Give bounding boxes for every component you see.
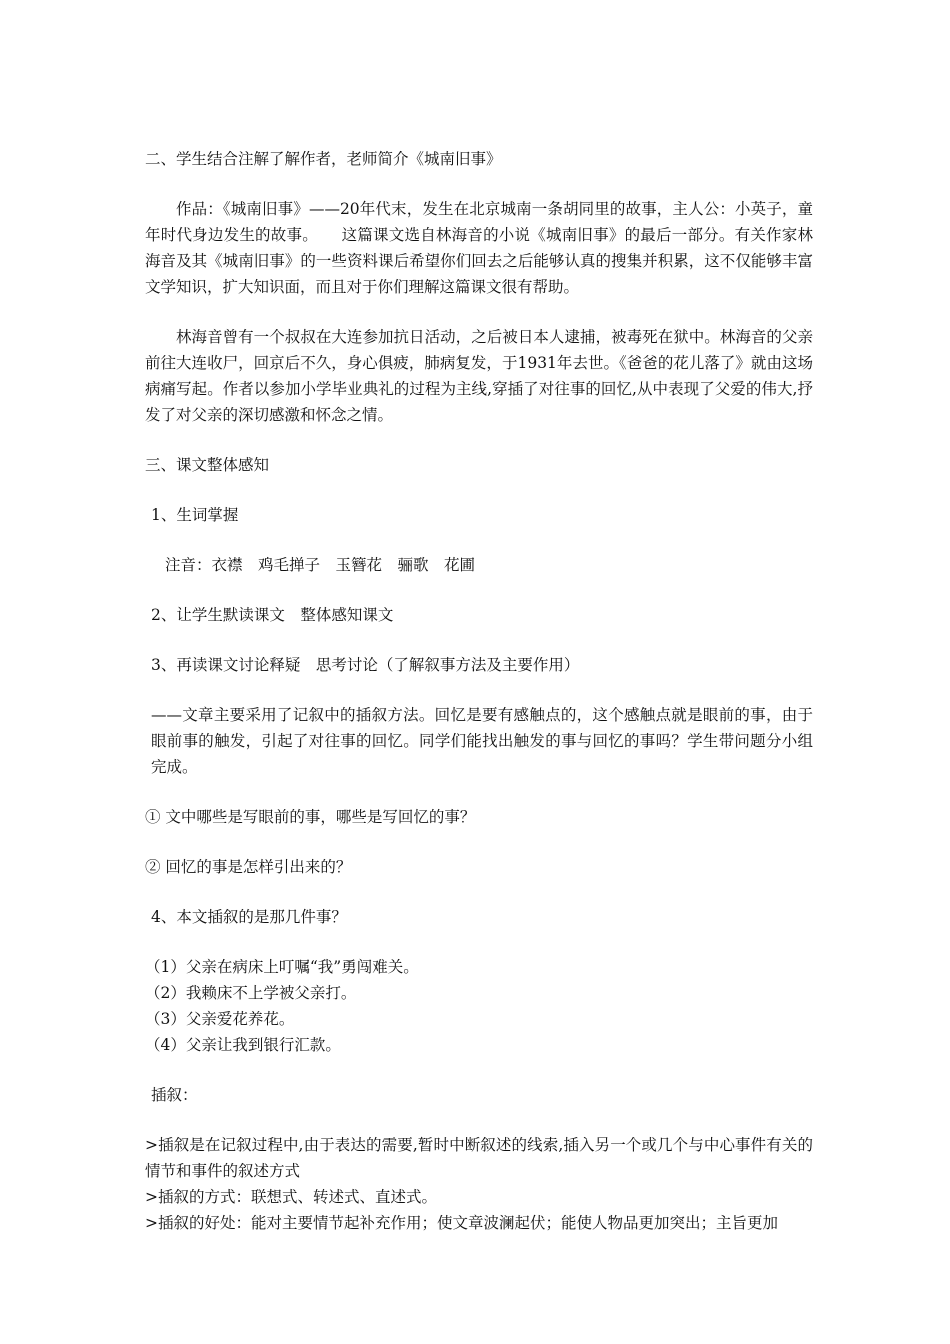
definition-1: >插叙是在记叙过程中,由于表达的需要,暂时中断叙述的线索,插入另一个或几个与中心事件有关的情节和事件的叙述方式 xyxy=(145,1136,813,1180)
question-1: ① 文中哪些是写眼前的事，哪些是写回忆的事？ xyxy=(145,808,476,826)
list-item: （2）我赖床不上学被父亲打。 xyxy=(145,984,357,1002)
spacer xyxy=(145,1058,813,1082)
spacer xyxy=(145,300,813,324)
spacer xyxy=(145,578,813,602)
definition-2: >插叙的方式：联想式、转述式、直述式。 xyxy=(145,1188,437,1206)
list-item: （4）父亲让我到银行汇款。 xyxy=(145,1036,341,1054)
spacer xyxy=(145,172,813,196)
insert-heading: 插叙： xyxy=(151,1086,198,1104)
paragraph-author-background: 林海音曾有一个叔叔在大连参加抗日活动，之后被日本人逮捕，被毒死在狱中。林海音的父亲前往大连收尸，回京后不久，身心俱疲，肺病复发，于1931年去世。《爸爸的花儿落了》就由这场病痛写起。作者以参加小学毕业典礼的过程为主线,穿插了对往事的回忆,从中表现了父爱的伟大,抒发了对父亲的深切感激和怀念之情。 xyxy=(145,328,813,424)
spacer xyxy=(145,678,813,702)
list-item: （3）父亲爱花养花。 xyxy=(145,1010,295,1028)
spacer xyxy=(145,528,813,552)
spacer xyxy=(145,1108,813,1132)
list-item: （1）父亲在病床上叮嘱“我”勇闯难关。 xyxy=(145,958,419,976)
spacer xyxy=(145,780,813,804)
section-heading-2: 二、学生结合注解了解作者，老师简介《城南旧事》 xyxy=(145,150,502,168)
definition-3: >插叙的好处：能对主要情节起补充作用；使文章波澜起伏；能使人物品更加突出；主旨更加 xyxy=(145,1214,778,1232)
question-2: ② 回忆的事是怎样引出来的？ xyxy=(145,858,352,876)
paragraph-work-intro: 作品：《城南旧事》——20年代末，发生在北京城南一条胡同里的故事，主人公：小英子，童年时代身边发生的故事。 这篇课文选自林海音的小说《城南旧事》的最后一部分。有关作家林海音及其《城南旧事》的一些资料课后希望你们回去之后能够认真的搜集并积累，这不仅能够丰富文学知识，扩大知识面，而且对于你们理解这篇课文很有帮助。 xyxy=(145,200,813,296)
section-heading-3: 三、课文整体感知 xyxy=(145,456,270,474)
spacer xyxy=(145,930,813,954)
item-flashback-events: 4、本文插叙的是那几件事？ xyxy=(151,908,347,926)
pinyin-line: 注音：衣襟 鸡毛掸子 玉簪花 骊歌 花圃 xyxy=(165,556,476,574)
item-discussion: 3、再读课文讨论释疑 思考讨论（了解叙事方法及主要作用） xyxy=(151,656,580,674)
spacer xyxy=(145,628,813,652)
document-body xyxy=(145,146,813,1236)
spacer xyxy=(145,478,813,502)
spacer xyxy=(145,830,813,854)
item-silent-reading: 2、让学生默读课文 整体感知课文 xyxy=(151,606,394,624)
item-vocabulary: 1、生词掌握 xyxy=(151,506,239,524)
spacer xyxy=(145,428,813,452)
paragraph-flashback-method: ——文章主要采用了记叙中的插叙方法。回忆是要有感触点的，这个感触点就是眼前的事，由于眼前事的触发，引起了对往事的回忆。同学们能找出触发的事与回忆的事吗？学生带问题分小组完成。 xyxy=(151,706,813,776)
events-list xyxy=(145,954,813,1058)
spacer xyxy=(145,880,813,904)
